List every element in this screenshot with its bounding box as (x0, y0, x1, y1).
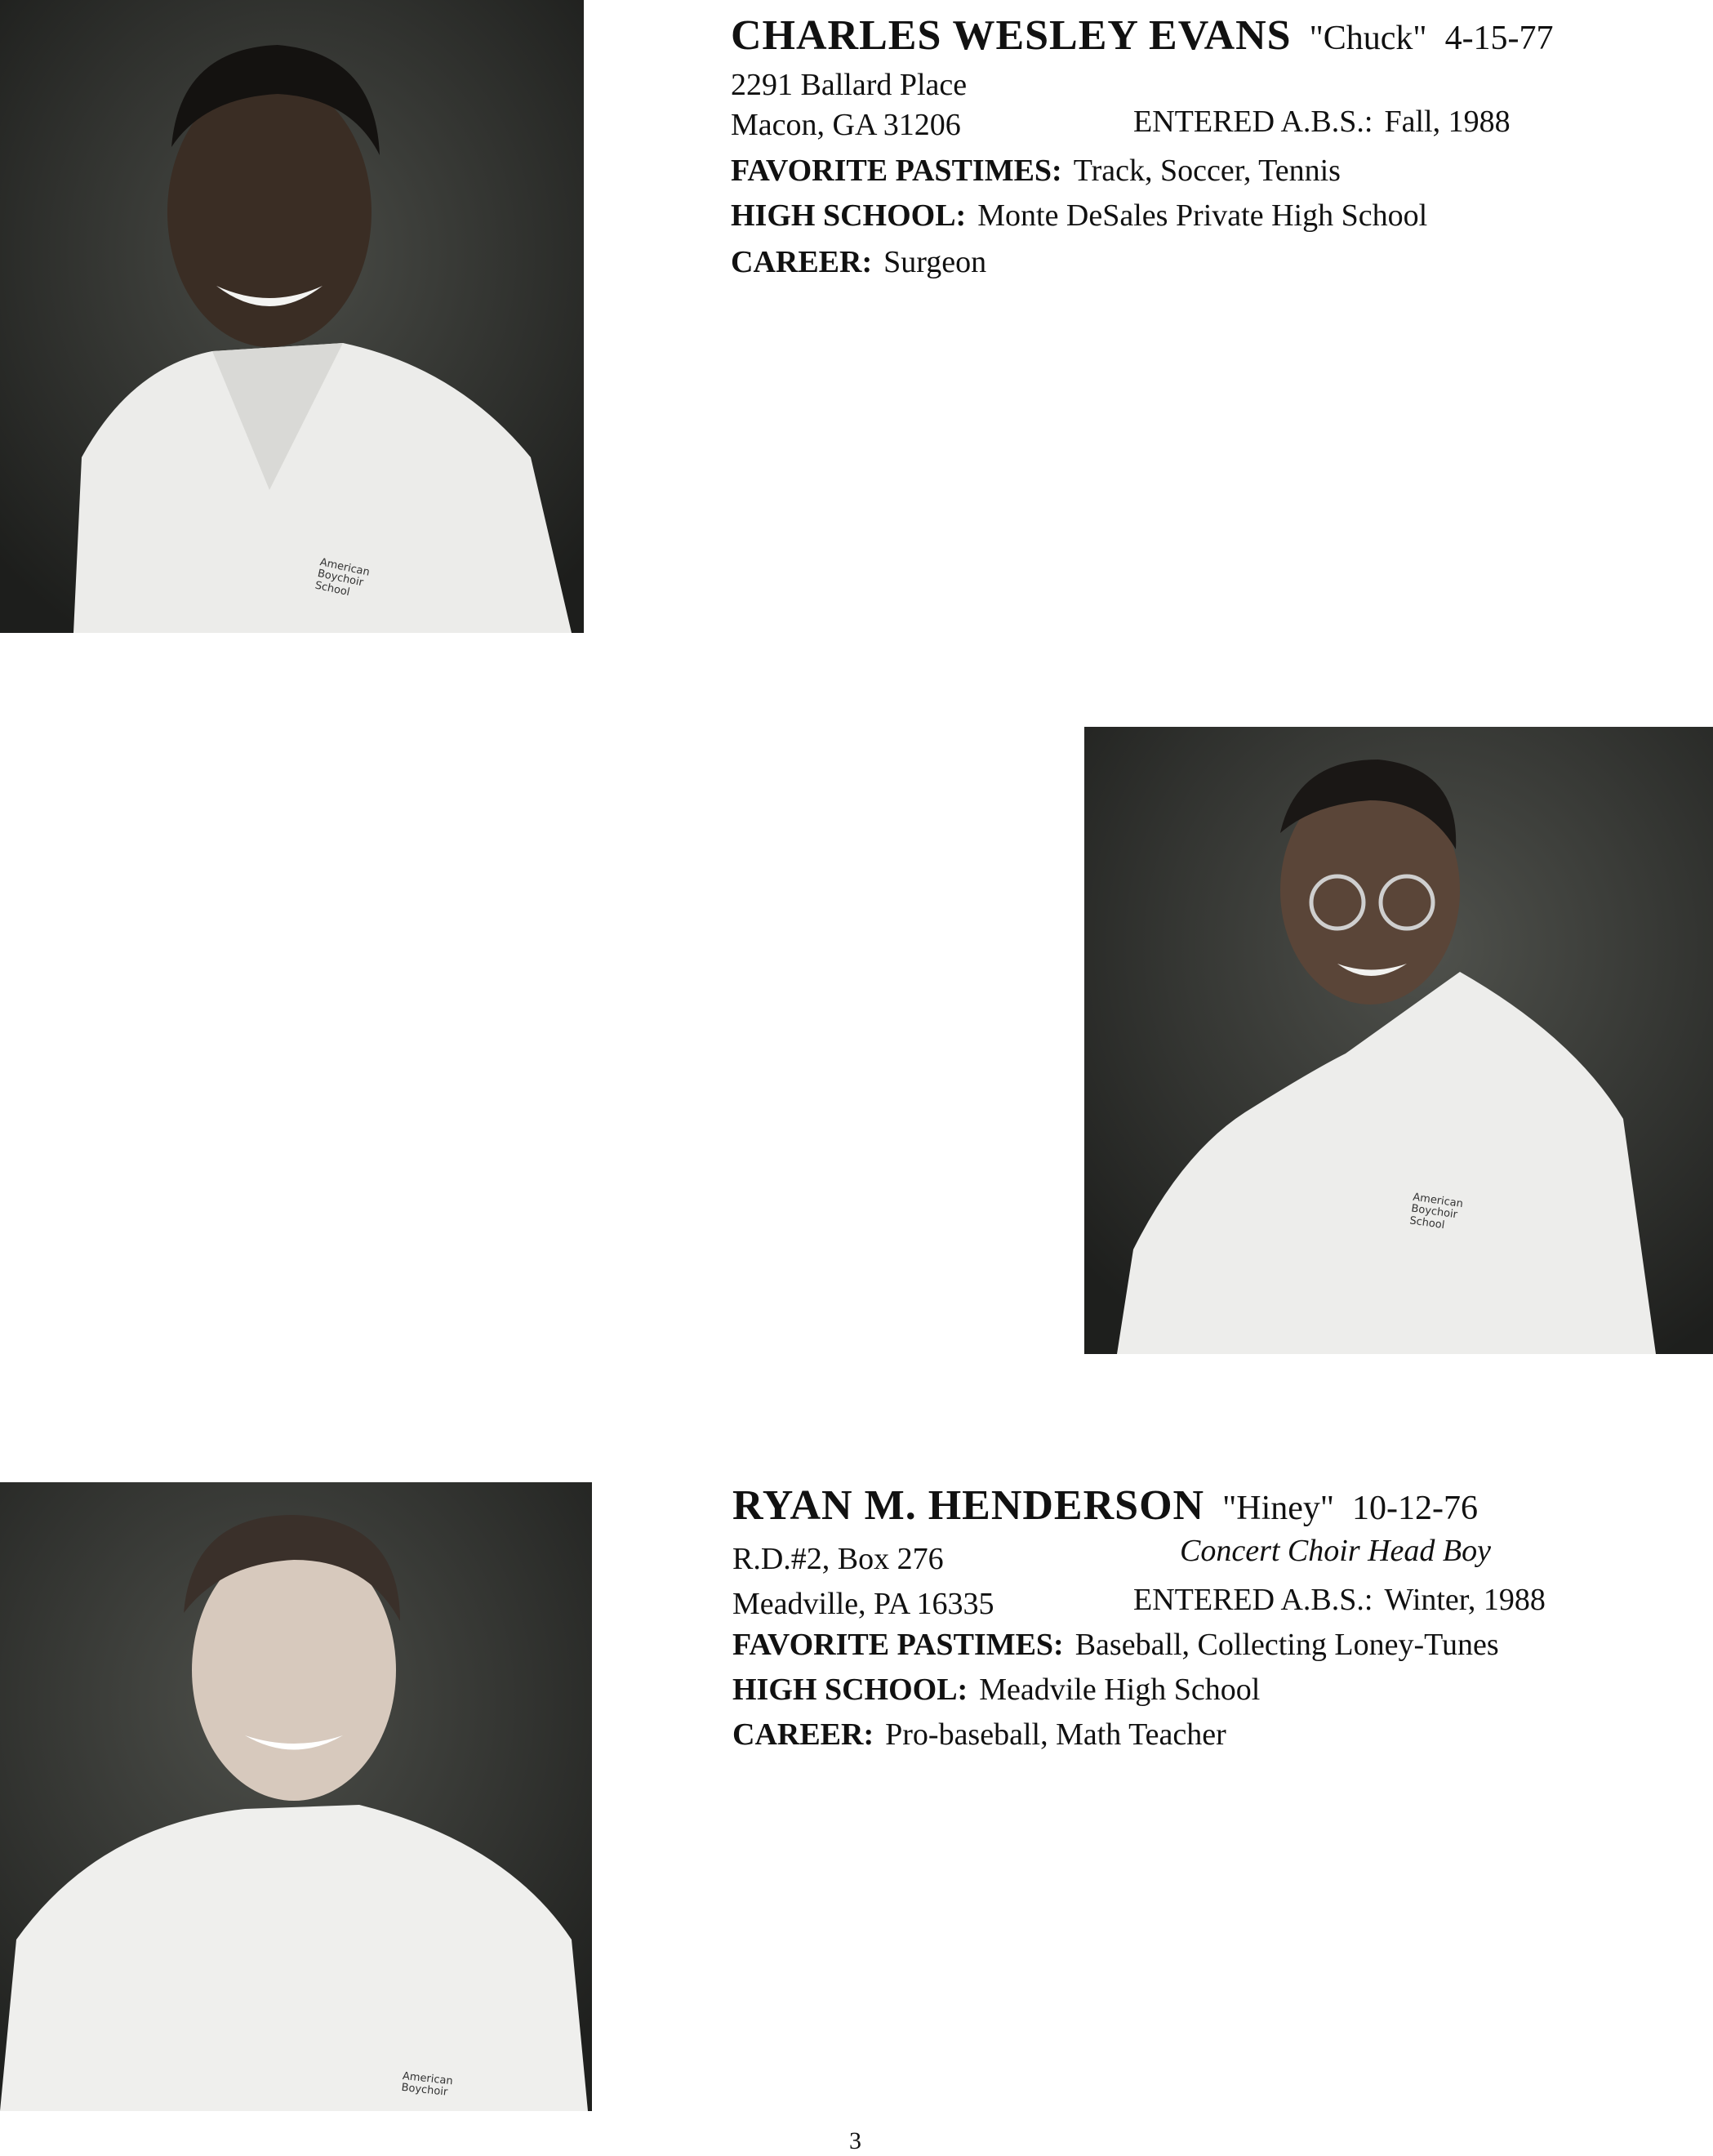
student-nickname: "Hiney" (1222, 1490, 1335, 1527)
career-label: CAREER: (732, 1717, 874, 1752)
shirt-logo: American Boychoir School (314, 556, 372, 599)
student-photo-feit (1084, 727, 1713, 1354)
student-birthdate: 4-15-77 (1444, 20, 1554, 57)
page-number: 3 (849, 2127, 861, 2154)
student-birthdate: 10-12-76 (1352, 1490, 1479, 1527)
pastimes-value: Baseball, Collecting Loney-Tunes (1075, 1628, 1499, 1662)
career-label: CAREER: (731, 245, 873, 279)
pastimes-row (731, 155, 1341, 186)
high-school-value: Monte DeSales Private High School (977, 198, 1428, 233)
address-line-2: Macon, GA 31206 (731, 108, 961, 142)
portrait-illustration (1084, 727, 1713, 1354)
address-line-2: Meadville, PA 16335 (732, 1587, 994, 1621)
pastimes-label: FAVORITE PASTIMES: (732, 1628, 1064, 1662)
entered-row (1133, 1584, 1546, 1615)
address-line-1: 2291 Ballard Place (731, 68, 968, 102)
entered-row (1133, 106, 1511, 137)
entered-value: Winter, 1988 (1384, 1583, 1546, 1617)
career-row (731, 247, 986, 278)
high-school-label: HIGH SCHOOL: (731, 198, 967, 233)
student-photo-henderson (0, 1482, 592, 2111)
student-title: Concert Choir Head Boy (1180, 1534, 1492, 1568)
high-school-row (731, 200, 1427, 231)
portrait-illustration (0, 1482, 592, 2111)
entered-label: ENTERED A.B.S.: (1133, 105, 1373, 139)
student-nickname: "Chuck" (1309, 20, 1427, 57)
high-school-label: HIGH SCHOOL: (732, 1673, 968, 1707)
career-row (732, 1719, 1226, 1750)
pastimes-label: FAVORITE PASTIMES: (731, 154, 1062, 188)
student-photo-evans (0, 0, 584, 633)
entered-value: Fall, 1988 (1384, 105, 1511, 139)
shirt-logo: American Boychoir (400, 2069, 454, 2099)
student-name: CHARLES WESLEY EVANS (731, 12, 1292, 59)
career-value: Surgeon (883, 245, 987, 279)
high-school-row (732, 1674, 1260, 1705)
portrait-illustration (0, 0, 584, 633)
high-school-value: Meadvile High School (979, 1673, 1261, 1707)
student-name: RYAN M. HENDERSON (732, 1482, 1205, 1529)
shirt-logo: American Boychoir School (1408, 1191, 1464, 1232)
pastimes-value: Track, Soccer, Tennis (1073, 154, 1341, 188)
career-value: Pro-baseball, Math Teacher (885, 1717, 1226, 1752)
entered-label: ENTERED A.B.S.: (1133, 1583, 1373, 1617)
address-line-1: R.D.#2, Box 276 (732, 1542, 944, 1576)
pastimes-row (732, 1629, 1499, 1660)
